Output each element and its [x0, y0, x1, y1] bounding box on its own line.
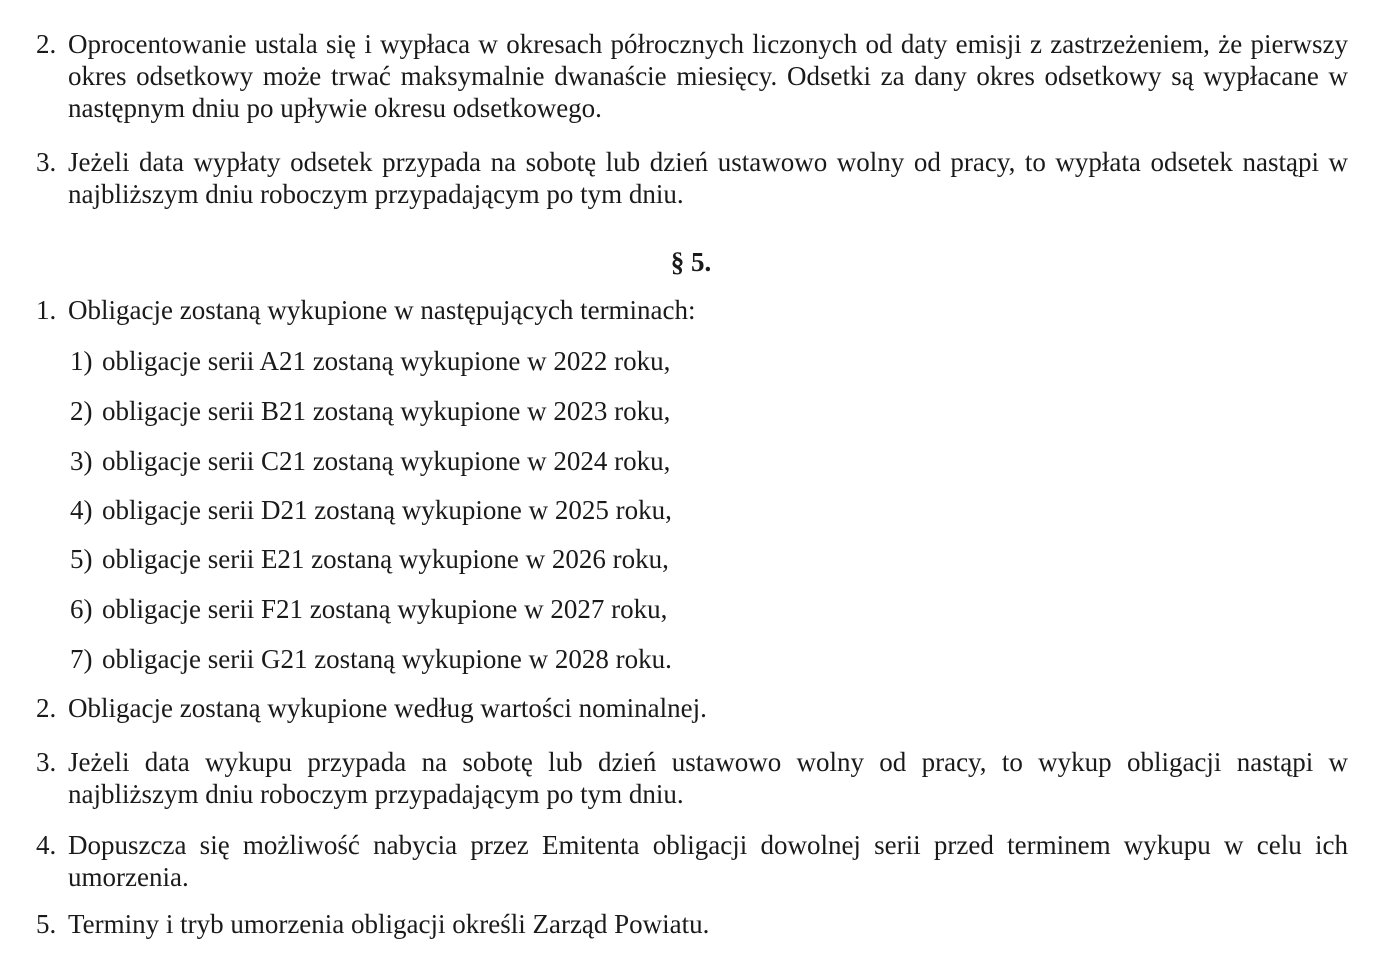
paragraph-number: 2. — [36, 693, 57, 723]
section-heading-text: § 5. — [670, 247, 712, 277]
list-item-text: obligacje serii F21 zostaną wykupione w 2027 roku, — [102, 594, 668, 624]
list-item-text: obligacje serii E21 zostaną wykupione w 2026 roku, — [102, 544, 669, 574]
list-item-number: 2) — [70, 396, 93, 426]
list-item-text: obligacje serii A21 zostaną wykupione w 2022 roku, — [102, 346, 671, 376]
paragraph-number: 4. — [36, 830, 57, 860]
paragraph-number: 3. — [36, 147, 57, 177]
list-item — [70, 345, 970, 377]
list-item — [70, 395, 970, 427]
paragraph-number: 3. — [36, 747, 57, 777]
list-item-number: 5) — [70, 544, 93, 574]
paragraph-text: Dopuszcza się możliwość nabycia przez Emitenta obligacji dowolnej serii przed terminem wykupu w celu ich umorzenia. — [68, 830, 1348, 892]
section-heading — [0, 246, 1390, 278]
paragraph-2-nominal-value — [36, 692, 1348, 724]
list-item — [70, 543, 970, 575]
list-item-text: obligacje serii B21 zostaną wykupione w 2023 roku, — [102, 396, 671, 426]
paragraph-text: Jeżeli data wypłaty odsetek przypada na sobotę lub dzień ustawowo wolny od pracy, to wypłata odsetek nastąpi w najbliższym dniu roboczym przypadającym po tym dniu. — [68, 147, 1348, 209]
paragraph-1-redemption-dates — [36, 294, 1348, 326]
paragraph-text: Jeżeli data wykupu przypada na sobotę lub dzień ustawowo wolny od pracy, to wykup obligacji nastąpi w najbliższym dniu roboczym przypadającym po tym dniu. — [68, 747, 1348, 809]
paragraph-3-redemption-holiday — [36, 746, 1348, 810]
list-item-number: 4) — [70, 495, 93, 525]
paragraph-3-interest-payment — [36, 146, 1348, 210]
paragraph-number: 5. — [36, 909, 57, 939]
list-item — [70, 593, 970, 625]
paragraph-text: Oprocentowanie ustala się i wypłaca w okresach półrocznych liczonych od daty emisji z zastrzeżeniem, że pierwszy okres odsetkowy może trwać maksymalnie dwanaście miesięcy. Odsetki za dany okres odsetkowy są wypłacane w następnym dniu po upływie okresu odsetkowego. — [68, 29, 1348, 123]
paragraph-number: 1. — [36, 295, 57, 325]
list-item — [70, 643, 970, 675]
list-item-text: obligacje serii G21 zostaną wykupione w 2028 roku. — [102, 644, 672, 674]
list-item-text: obligacje serii D21 zostaną wykupione w 2025 roku, — [102, 495, 672, 525]
list-item-number: 3) — [70, 446, 93, 476]
paragraph-text: Terminy i tryb umorzenia obligacji określi Zarząd Powiatu. — [68, 909, 710, 939]
paragraph-number: 2. — [36, 29, 57, 59]
paragraph-text: Obligacje zostaną wykupione według wartości nominalnej. — [68, 693, 707, 723]
paragraph-5-redemption-procedure — [36, 908, 1348, 940]
list-item — [70, 494, 970, 526]
paragraph-text: Obligacje zostaną wykupione w następujących terminach: — [68, 295, 696, 325]
list-item-number: 6) — [70, 594, 93, 624]
list-item-text: obligacje serii C21 zostaną wykupione w 2024 roku, — [102, 446, 671, 476]
paragraph-2-interest — [36, 28, 1348, 124]
list-item-number: 1) — [70, 346, 93, 376]
list-item — [70, 445, 970, 477]
paragraph-4-early-purchase — [36, 829, 1348, 893]
list-item-number: 7) — [70, 644, 93, 674]
